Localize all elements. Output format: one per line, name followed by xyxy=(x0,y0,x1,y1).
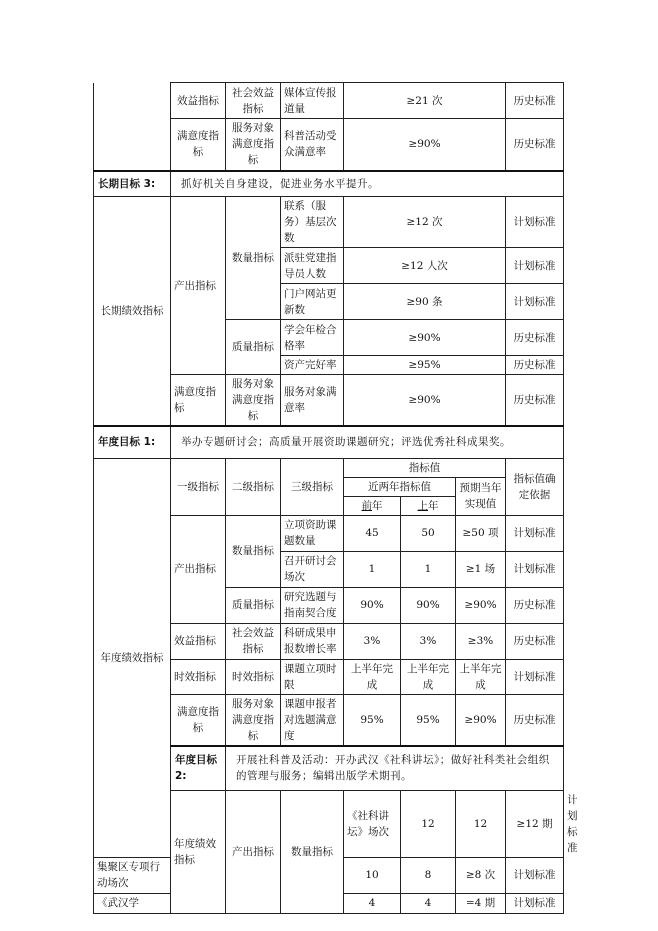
expected-cell: ≥50 项 xyxy=(456,515,506,551)
basis-cell: 历史标准 xyxy=(506,356,564,375)
level1-cell: 效益指标 xyxy=(171,623,226,659)
expected-cell: 上半年完成 xyxy=(456,659,506,694)
prev-cell: 上半年完成 xyxy=(344,659,401,694)
section-label: 年度绩效指标 xyxy=(171,790,226,913)
prev-year-suffix: 年 xyxy=(372,499,383,512)
level2-cell: 数量指标 xyxy=(226,515,281,587)
level3-cell: 学会年检合格率 xyxy=(281,320,344,356)
level1-cell: 满意度指标 xyxy=(171,694,226,746)
level2-cell: 时效指标 xyxy=(226,659,281,694)
goal-row xyxy=(94,171,564,197)
level1-cell: 满意度指标 xyxy=(171,375,226,427)
level3-cell: 科普活动受众满意率 xyxy=(281,119,344,171)
last-cell: 12 xyxy=(456,790,506,857)
goal-label: 年度目标 1: xyxy=(94,426,171,458)
level1-cell: 产出指标 xyxy=(226,790,281,913)
header-last-year xyxy=(401,496,456,515)
header-row xyxy=(94,458,564,477)
basis-cell: 历史标准 xyxy=(506,375,564,427)
level3-cell: 门户网站更新数 xyxy=(281,284,344,320)
value-cell: ≥90% xyxy=(344,119,506,171)
last-year-suffix: 年 xyxy=(428,499,439,512)
goal-row xyxy=(94,426,564,458)
table-row: 年度绩效指标 产出指标 数量指标 《社科讲坛》场次 12 12 ≥12 期 计划标准 xyxy=(94,790,564,857)
basis-cell: 历史标准 xyxy=(506,694,564,746)
last-cell: 50 xyxy=(401,515,456,551)
goal-text: 举办专题研讨会；高质量开展资助课题研究；评选优秀社科成果奖。 xyxy=(171,426,564,458)
basis-cell: 历史标准 xyxy=(506,623,564,659)
prev-cell: 45 xyxy=(344,515,401,551)
level3-cell: 集聚区专项行动场次 xyxy=(94,857,171,893)
level2-cell: 服务对象满意度指标 xyxy=(226,375,281,427)
basis-cell: 计划标准 xyxy=(506,248,564,284)
expected-cell: =4 期 xyxy=(456,893,506,913)
goal-text: 抓好机关自身建设，促进业务水平提升。 xyxy=(171,171,564,197)
level3-cell: 派驻党建指导员人数 xyxy=(281,248,344,284)
header-level2: 二级指标 xyxy=(226,458,281,515)
level2-cell: 质量指标 xyxy=(226,587,281,623)
header-expected: 预期当年实现值 xyxy=(456,477,506,515)
last-cell: 4 xyxy=(401,893,456,913)
level2-cell: 服务对象满意度指标 xyxy=(226,119,281,171)
basis-cell: 计划标准 xyxy=(506,893,564,913)
goal-text: 开展社科普及活动：开办武汉《社科讲坛》；做好社科类社会组织的管理与服务；编辑出版学术期刊。 xyxy=(226,746,564,790)
level3-cell: 《社科讲坛》场次 xyxy=(344,790,401,857)
level3-cell: 召开研讨会场次 xyxy=(281,551,344,587)
level1-cell: 满意度指标 xyxy=(171,119,226,171)
table-row xyxy=(94,197,564,248)
header-basis: 指标值确定依据 xyxy=(506,458,564,515)
table-row xyxy=(94,83,564,119)
goal-label: 长期目标 3: xyxy=(94,171,171,197)
value-cell: ≥95% xyxy=(344,356,506,375)
level3-cell: 媒体宣传报道量 xyxy=(281,83,344,119)
prev-cell: 4 xyxy=(344,893,401,913)
performance-indicator-table xyxy=(93,82,578,914)
level2-cell: 数量指标 xyxy=(281,790,344,913)
level1-cell: 产出指标 xyxy=(171,515,226,623)
level1-cell: 时效指标 xyxy=(171,659,226,694)
value-cell: ≥90% xyxy=(344,320,506,356)
value-cell: ≥21 次 xyxy=(344,83,506,119)
expected-cell: ≥90% xyxy=(456,694,506,746)
expected-cell: ≥1 场 xyxy=(456,551,506,587)
prev-cell: 90% xyxy=(344,587,401,623)
value-cell: ≥90% xyxy=(344,375,506,427)
header-level1: 一级指标 xyxy=(171,458,226,515)
header-level3: 三级指标 xyxy=(281,458,344,515)
last-year-prefix: 上 xyxy=(417,499,428,512)
level2-cell: 服务对象满意度指标 xyxy=(226,694,281,746)
level3-cell: 研究选题与指南契合度 xyxy=(281,587,344,623)
level2-cell: 社会效益指标 xyxy=(226,623,281,659)
header-recent-two-years: 近两年指标值 xyxy=(344,477,456,496)
last-cell: 上半年完成 xyxy=(401,659,456,694)
header-prev-year xyxy=(344,496,401,515)
basis-cell: 历史标准 xyxy=(506,83,564,119)
level3-cell: 科研成果申报数增长率 xyxy=(281,623,344,659)
last-cell: 3% xyxy=(401,623,456,659)
prev-cell: 10 xyxy=(344,857,401,893)
prev-cell: 1 xyxy=(344,551,401,587)
basis-cell: 计划标准 xyxy=(506,659,564,694)
level3-cell: 课题申报者对选题满意度 xyxy=(281,694,344,746)
value-cell: ≥12 次 xyxy=(344,197,506,248)
header-indicator-value: 指标值 xyxy=(344,458,506,477)
level2-cell: 质量指标 xyxy=(226,320,281,375)
value-cell: ≥12 人次 xyxy=(344,248,506,284)
basis-cell: 历史标准 xyxy=(506,320,564,356)
level2-cell: 数量指标 xyxy=(226,197,281,320)
level3-cell: 课题立项时限 xyxy=(281,659,344,694)
performance-table-page xyxy=(93,82,578,914)
level3-cell: 资产完好率 xyxy=(281,356,344,375)
last-cell: 95% xyxy=(401,694,456,746)
last-cell: 90% xyxy=(401,587,456,623)
level1-cell: 产出指标 xyxy=(171,197,226,375)
expected-cell: ≥90% xyxy=(456,587,506,623)
level3-cell: 服务对象满意率 xyxy=(281,375,344,427)
level3-cell: 《武汉学 xyxy=(94,893,171,913)
basis-cell: 历史标准 xyxy=(506,587,564,623)
prev-cell: 3% xyxy=(344,623,401,659)
value-cell: ≥90 条 xyxy=(344,284,506,320)
expected-cell: ≥12 期 xyxy=(506,790,564,857)
level2-cell: 社会效益指标 xyxy=(226,83,281,119)
basis-cell: 历史标准 xyxy=(506,119,564,171)
continued-section-cell xyxy=(94,83,171,171)
level3-cell: 联系（服务）基层次数 xyxy=(281,197,344,248)
basis-cell: 计划标准 xyxy=(506,284,564,320)
basis-cell: 计划标准 xyxy=(506,515,564,551)
basis-cell: 计划标准 xyxy=(506,857,564,893)
basis-cell: 计划标准 xyxy=(506,197,564,248)
last-cell: 8 xyxy=(401,857,456,893)
basis-cell: 计划标准 xyxy=(506,551,564,587)
prev-year-prefix: 前 xyxy=(361,499,372,512)
expected-cell: ≥3% xyxy=(456,623,506,659)
last-cell: 1 xyxy=(401,551,456,587)
prev-cell: 12 xyxy=(401,790,456,857)
goal-label: 年度目标 2: xyxy=(171,746,226,790)
section-label: 长期绩效指标 xyxy=(94,197,171,427)
level1-cell: 效益指标 xyxy=(171,83,226,119)
expected-cell: ≥8 次 xyxy=(456,857,506,893)
prev-cell: 95% xyxy=(344,694,401,746)
section-label: 年度绩效指标 xyxy=(94,458,171,857)
level3-cell: 立项资助课题数量 xyxy=(281,515,344,551)
